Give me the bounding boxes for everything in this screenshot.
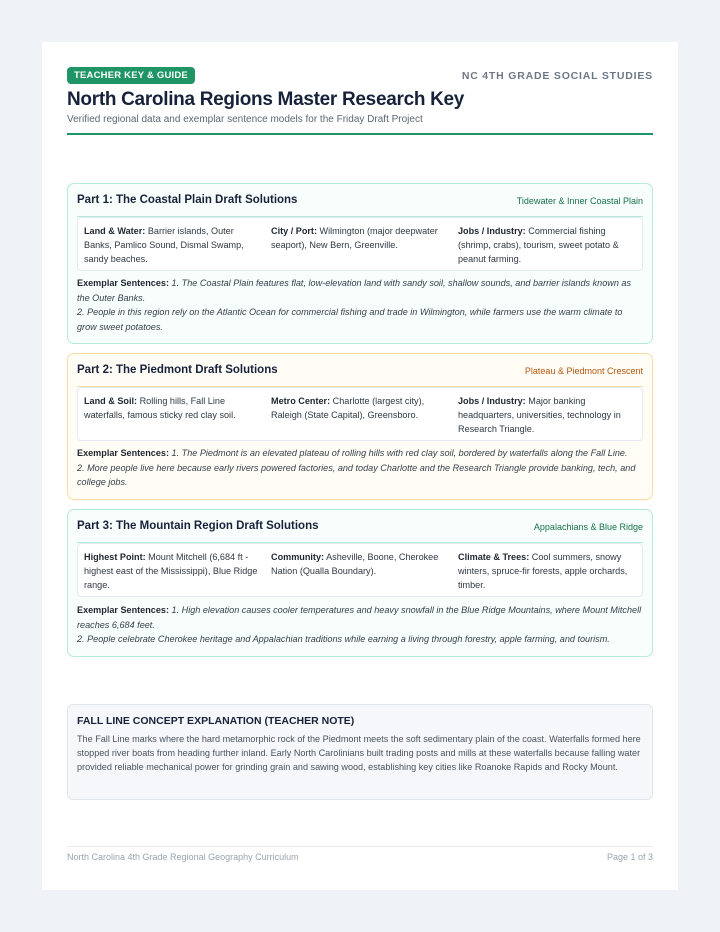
exemplar-label: Exemplar Sentences: <box>77 278 169 288</box>
card-title: Part 1: The Coastal Plain Draft Solutions <box>77 194 298 206</box>
fact-land-soil <box>84 394 259 422</box>
fact-label: Climate & Trees: <box>458 552 530 562</box>
footer-curriculum: North Carolina 4th Grade Regional Geography Curriculum <box>67 852 299 862</box>
fact-text: Cool summers, snowy winters, spruce-fir forests, apple orchards, timber. <box>458 552 628 591</box>
fact-land-water <box>84 224 259 267</box>
fact-community <box>271 550 449 578</box>
facts-box <box>77 217 643 271</box>
facts-box <box>77 543 643 597</box>
region-tag: Appalachians & Blue Ridge <box>533 522 643 532</box>
fact-metro-center <box>271 394 449 422</box>
coastal-plain-card <box>67 183 653 344</box>
mountain-region-card <box>67 509 653 657</box>
exemplar-sentences <box>77 446 643 490</box>
exemplar-sentences <box>77 603 643 647</box>
card-header <box>77 191 643 217</box>
fact-text: Asheville, Boone, Cherokee Nation (Qualla Boundary). <box>271 552 439 577</box>
note-body: The Fall Line marks where the hard metamorphic rock of the Piedmont meets the soft sedimentary plain of the coast. Waterfalls formed here stopped river boats from heading further inland. Early North Carolinians built trading posts and mills at these waterfalls because falling water provided reliable mechanical power for grinding grain and sawing wood, establishing key cities like Roanoke Rapids and Rocky Mount. <box>77 734 641 773</box>
region-tag: Plateau & Piedmont Crescent <box>524 366 643 376</box>
exemplar-sentence-2: 2. People in this region rely on the Atlantic Ocean for commercial fishing and trade in Wilmington, while farmers use the warm climate to grow sweet potatoes. <box>77 307 623 332</box>
page-number: Page 1 of 3 <box>606 852 653 862</box>
fact-label: Metro Center: <box>271 396 331 406</box>
facts-box <box>77 387 643 441</box>
document-page <box>42 42 678 890</box>
exemplar-label: Exemplar Sentences: <box>77 605 169 615</box>
card-title: Part 3: The Mountain Region Draft Solutions <box>77 520 319 532</box>
exemplar-sentence-1: 1. The Piedmont is an elevated plateau of rolling hills with red clay soil, bordered by waterfalls along the Fall Line. <box>171 448 628 458</box>
fact-text: Major banking headquarters, universities, technology in Research Triangle. <box>458 396 621 435</box>
fact-text: Mount Mitchell (6,684 ft - highest east of the Mississippi), Blue Ridge range. <box>84 552 258 591</box>
footer-divider <box>67 846 653 847</box>
fact-text: Wilmington (major deepwater seaport), New Bern, Greenville. <box>271 226 438 251</box>
fact-label: Land & Soil: <box>84 396 138 406</box>
card-header <box>77 361 643 387</box>
card-title: Part 2: The Piedmont Draft Solutions <box>77 364 278 376</box>
fact-text: Charlotte (largest city), Raleigh (State Capital), Greensboro. <box>271 396 425 421</box>
course-label: NC 4TH GRADE SOCIAL STUDIES <box>461 70 653 82</box>
fact-label: Jobs / Industry: <box>458 396 526 406</box>
region-tag: Tidewater & Inner Coastal Plain <box>516 196 643 206</box>
exemplar-sentence-2: 2. People celebrate Cherokee heritage and Appalachian traditions while earning a living through forestry, apple farming, and tourism. <box>77 634 610 645</box>
card-header <box>77 517 643 543</box>
fact-label: Community: <box>271 552 325 562</box>
page-title: North Carolina Regions Master Research Key <box>67 89 465 110</box>
header-divider <box>67 133 653 135</box>
fact-highest-point <box>84 550 259 593</box>
exemplar-sentence-2: 2. More people live here because early rivers powered factories, and today Charlotte and the Research Triangle provide banking, tech, and college jobs. <box>77 462 636 488</box>
fact-label: Land & Water: <box>84 226 146 236</box>
fall-line-teacher-note <box>67 704 653 800</box>
page-subtitle: Verified regional data and exemplar sentence models for the Friday Draft Project <box>67 114 423 125</box>
exemplar-sentence-1: 1. High elevation causes cooler temperatures and heavy snowfall in the Blue Ridge Mountains, where Mount Mitchell reaches 6,684 feet. <box>77 605 642 630</box>
fact-label: Jobs / Industry: <box>458 226 526 236</box>
fact-jobs-industry <box>458 394 638 437</box>
exemplar-sentence-1: 1. The Coastal Plain features flat, low-elevation land with sandy soil, shallow sounds, and barrier islands known as the Outer Banks. <box>77 278 632 303</box>
fact-text: Barrier islands, Outer Banks, Pamlico Sound, Dismal Swamp, sandy beaches. <box>84 226 244 265</box>
fact-text: Commercial fishing (shrimp, crabs), tourism, sweet potato & peanut farming. <box>458 226 619 265</box>
fact-city-port <box>271 224 449 252</box>
fact-climate-trees <box>458 550 638 593</box>
fact-text: Rolling hills, Fall Line waterfalls, famous sticky red clay soil. <box>84 396 236 421</box>
fact-jobs-industry <box>458 224 638 267</box>
piedmont-card <box>67 353 653 500</box>
teacher-key-badge: TEACHER KEY & GUIDE <box>67 67 195 84</box>
exemplar-sentences <box>77 276 643 334</box>
fact-label: Highest Point: <box>84 552 146 562</box>
fact-label: City / Port: <box>271 226 317 236</box>
note-title: FALL LINE CONCEPT EXPLANATION (TEACHER NOTE) <box>77 715 355 727</box>
exemplar-label: Exemplar Sentences: <box>77 448 169 458</box>
